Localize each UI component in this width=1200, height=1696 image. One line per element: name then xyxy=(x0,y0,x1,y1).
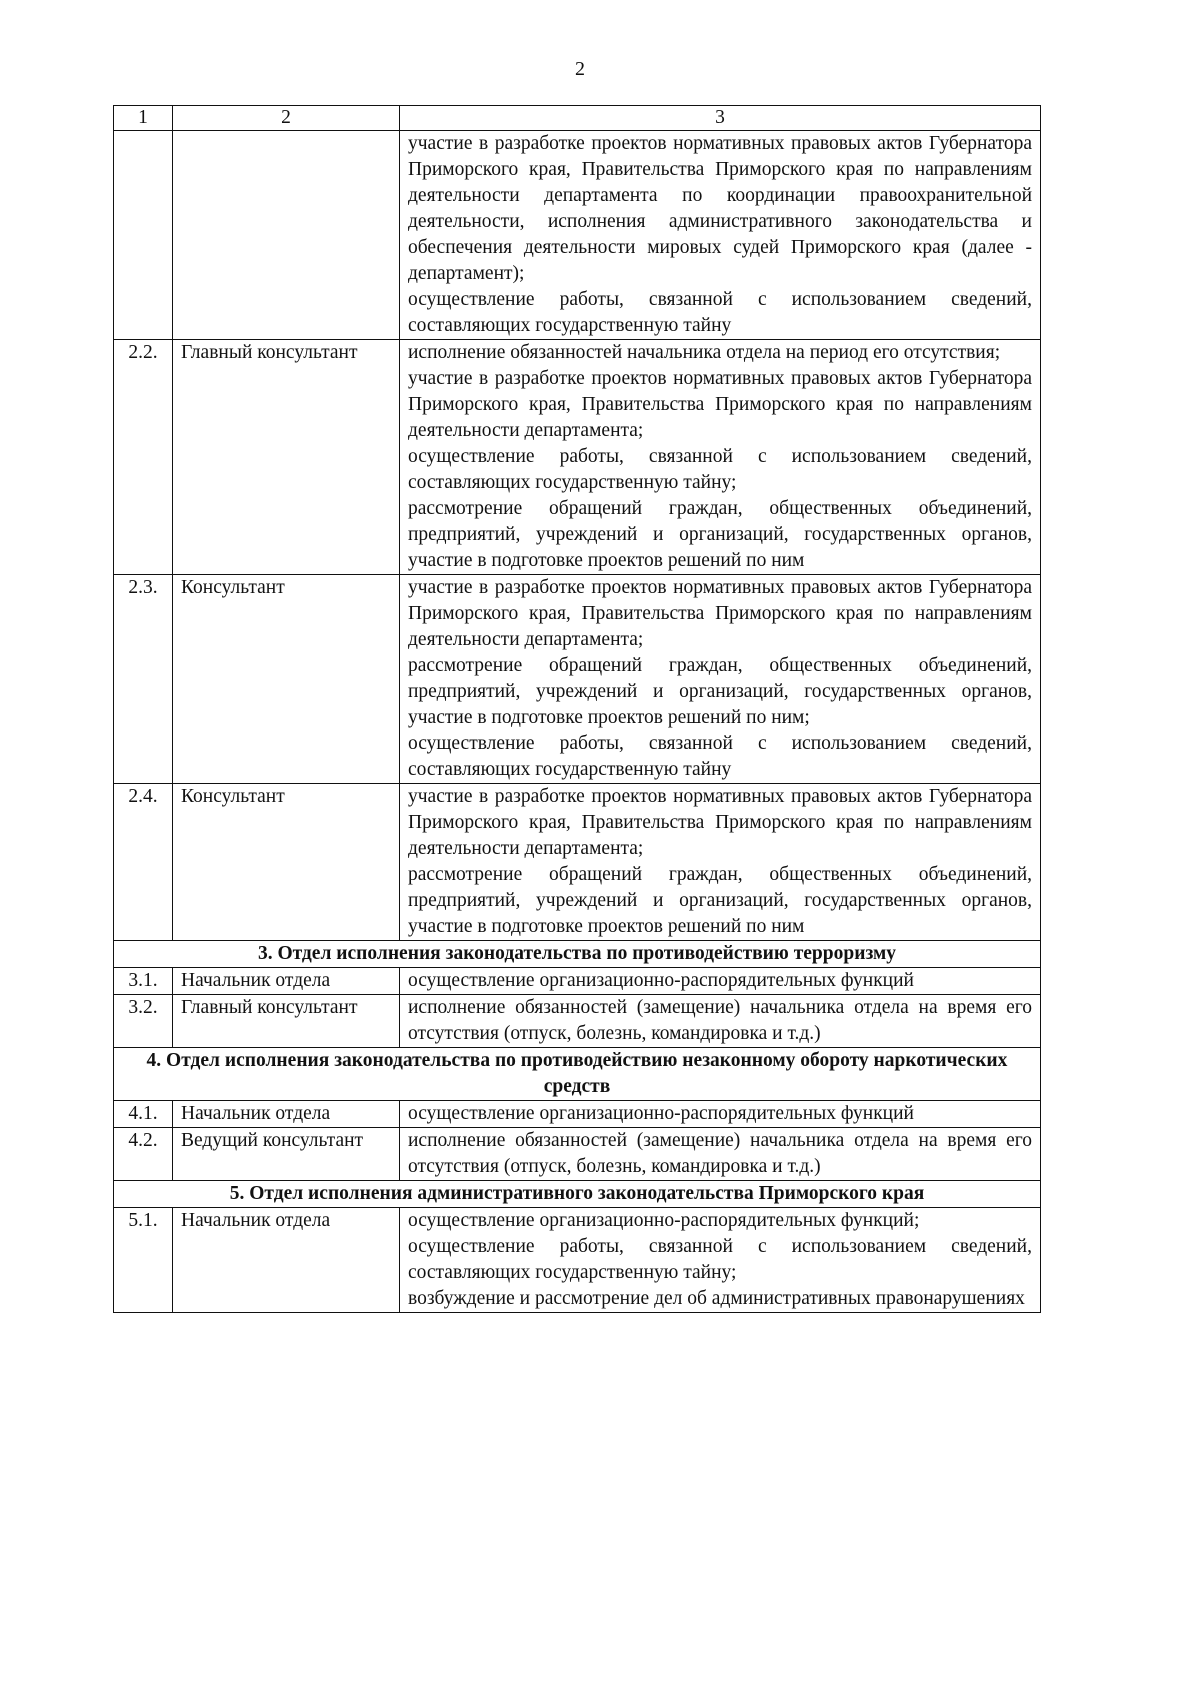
duty-item: рассмотрение обращений граждан, общественных объединений, предприятий, учреждений и организаций, государственных органов, участие в подготовке проектов решений по ним xyxy=(408,864,1032,937)
staff-duties-table xyxy=(113,105,1041,1313)
section-row xyxy=(114,941,1041,968)
table-row xyxy=(114,968,1041,995)
duties-cell xyxy=(400,1128,1041,1181)
position-title: Главный консультант xyxy=(173,995,400,1048)
table-row xyxy=(114,995,1041,1048)
duty-item: участие в разработке проектов нормативных правовых актов Губернатора Приморского края, Правительства Приморского края по направлениям деятельности департамента; xyxy=(408,368,1032,441)
section-title: 4. Отдел исполнения законодательства по противодействию незаконному обороту наркотических средств xyxy=(114,1048,1041,1101)
row-number: 4.1. xyxy=(114,1101,173,1128)
header-col-1: 1 xyxy=(114,106,173,131)
duty-item: осуществление работы, связанной с использованием сведений, составляющих государственную тайну xyxy=(408,733,1032,780)
table-row xyxy=(114,340,1041,575)
row-number: 2.2. xyxy=(114,340,173,575)
position-title: Начальник отдела xyxy=(173,968,400,995)
duty-item: рассмотрение обращений граждан, общественных объединений, предприятий, учреждений и организаций, государственных органов, участие в подготовке проектов решений по ним; xyxy=(408,655,1032,728)
position-title: Начальник отдела xyxy=(173,1208,400,1313)
position-title: Консультант xyxy=(173,575,400,784)
duties-cell xyxy=(400,1208,1041,1313)
table-row xyxy=(114,1101,1041,1128)
duty-item: осуществление организационно-распорядительных функций xyxy=(408,1103,914,1124)
duty-item: участие в разработке проектов нормативных правовых актов Губернатора Приморского края, Правительства Приморского края по направлениям деятельности департамента по координации правоохранительной деятельности, исполнения административного законодательства и обеспечения деятельности мировых судей Приморского края (далее - департамент); xyxy=(408,133,1032,284)
header-col-2: 2 xyxy=(173,106,400,131)
row-number: 5.1. xyxy=(114,1208,173,1313)
table-row xyxy=(114,575,1041,784)
page-number: 2 xyxy=(575,58,585,80)
duties-cell xyxy=(400,995,1041,1048)
duty-item: осуществление организационно-распорядительных функций xyxy=(408,970,914,991)
duty-item: осуществление работы, связанной с использованием сведений, составляющих государственную тайну xyxy=(408,289,1032,336)
duty-item: исполнение обязанностей (замещение) начальника отдела на время его отсутствия (отпуск, болезнь, командировка и т.д.) xyxy=(408,1130,1032,1177)
duty-item: исполнение обязанностей (замещение) начальника отдела на время его отсутствия (отпуск, болезнь, командировка и т.д.) xyxy=(408,997,1032,1044)
position-title: Главный консультант xyxy=(173,340,400,575)
table-row xyxy=(114,1208,1041,1313)
duty-item: участие в разработке проектов нормативных правовых актов Губернатора Приморского края, Правительства Приморского края по направлениям деятельности департамента; xyxy=(408,786,1032,859)
duties-cell xyxy=(400,968,1041,995)
table-header-row xyxy=(114,106,1041,131)
duties-cell xyxy=(400,784,1041,941)
row-number: 2.3. xyxy=(114,575,173,784)
duty-item: участие в разработке проектов нормативных правовых актов Губернатора Приморского края, Правительства Приморского края по направлениям деятельности департамента; xyxy=(408,577,1032,650)
position-title xyxy=(173,131,400,340)
duties-cell xyxy=(400,575,1041,784)
table-row xyxy=(114,131,1041,340)
section-row xyxy=(114,1048,1041,1101)
duty-item: рассмотрение обращений граждан, общественных объединений, предприятий, учреждений и организаций, государственных органов, участие в подготовке проектов решений по ним xyxy=(408,498,1032,571)
table-row xyxy=(114,1128,1041,1181)
duties-cell xyxy=(400,1101,1041,1128)
row-number: 3.1. xyxy=(114,968,173,995)
row-number: 3.2. xyxy=(114,995,173,1048)
duty-item: осуществление работы, связанной с использованием сведений, составляющих государственную тайну; xyxy=(408,446,1032,493)
duties-cell xyxy=(400,340,1041,575)
section-title: 3. Отдел исполнения законодательства по противодействию терроризму xyxy=(114,941,1041,968)
duties-cell xyxy=(400,131,1041,340)
row-number: 4.2. xyxy=(114,1128,173,1181)
row-number: 2.4. xyxy=(114,784,173,941)
position-title: Начальник отдела xyxy=(173,1101,400,1128)
table-row xyxy=(114,784,1041,941)
row-number xyxy=(114,131,173,340)
duty-item: осуществление работы, связанной с использованием сведений, составляющих государственную тайну; xyxy=(408,1236,1032,1283)
section-title: 5. Отдел исполнения административного законодательства Приморского края xyxy=(114,1181,1041,1208)
header-col-3: 3 xyxy=(400,106,1041,131)
section-row xyxy=(114,1181,1041,1208)
duty-item: исполнение обязанностей начальника отдела на период его отсутствия; xyxy=(408,342,1001,363)
duty-item: осуществление организационно-распорядительных функций; xyxy=(408,1210,920,1231)
position-title: Консультант xyxy=(173,784,400,941)
position-title: Ведущий консультант xyxy=(173,1128,400,1181)
duty-item: возбуждение и рассмотрение дел об административных правонарушениях xyxy=(408,1288,1025,1309)
